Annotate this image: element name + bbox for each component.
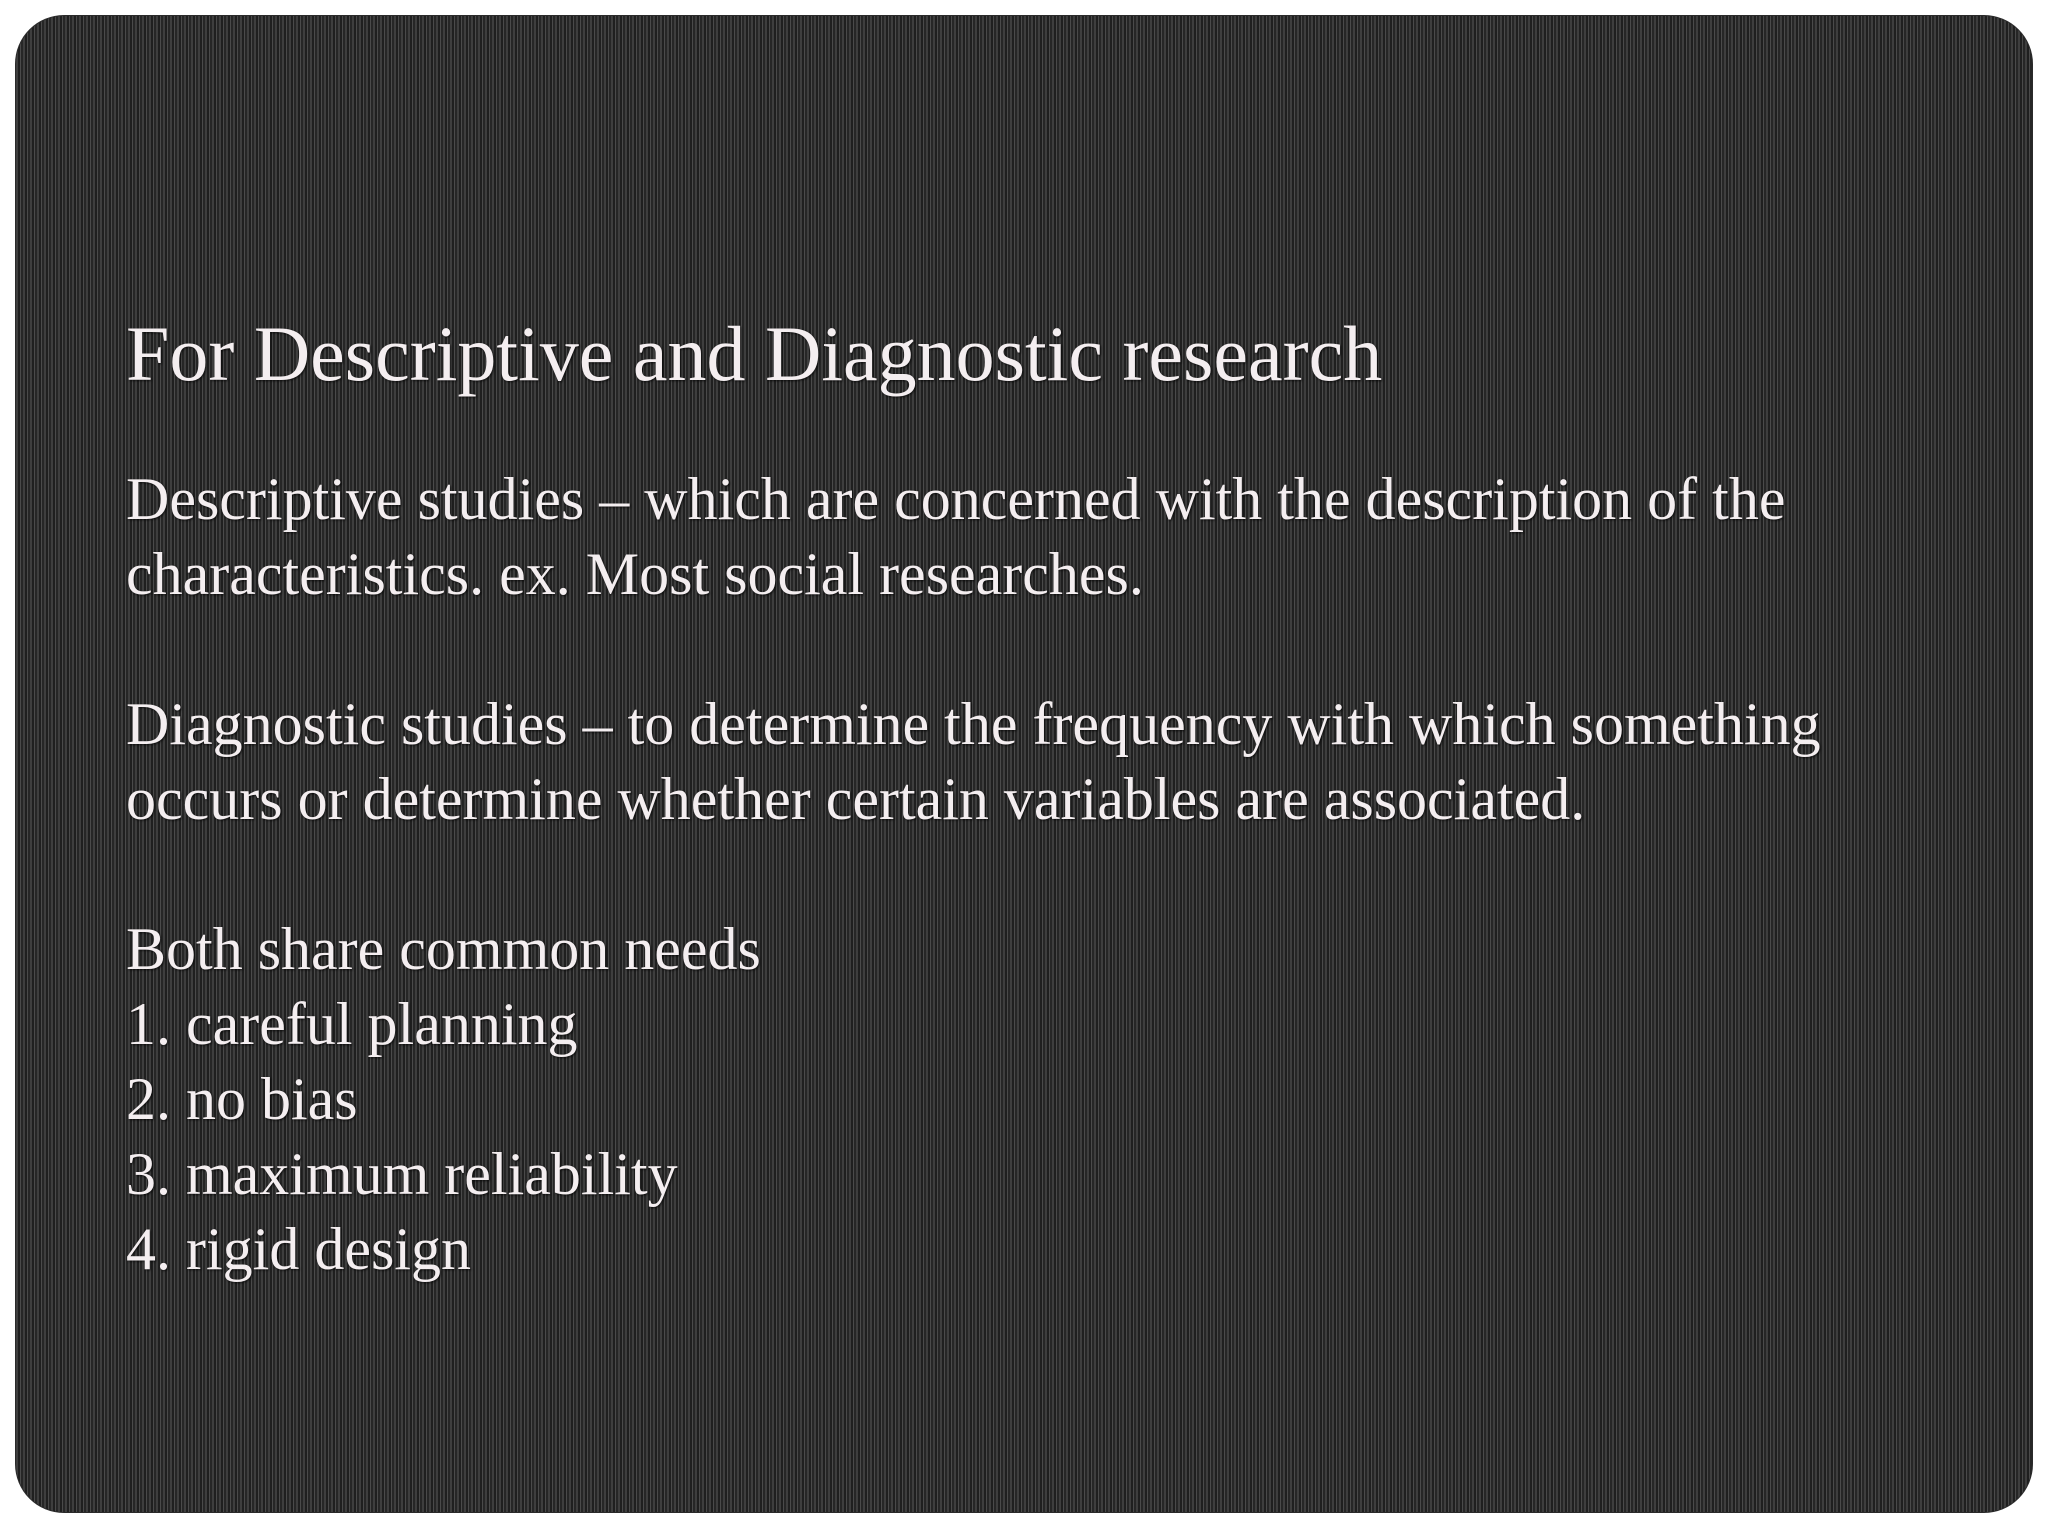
diagnostic-paragraph: Diagnostic studies – to determine the frequency with which something occurs or determine whether certain variables are associated. (126, 691, 1821, 832)
slide (16, 16, 2032, 1512)
common-needs-heading: Both share common needs (126, 916, 761, 982)
need-item: 2. no bias (126, 1066, 358, 1132)
descriptive-paragraph: Descriptive studies – which are concerned with the description of the characteristics. ex. Most social researches. (126, 466, 1786, 607)
slide-content (126, 306, 1966, 1287)
need-item: 3. maximum reliability (126, 1141, 678, 1207)
need-item: 1. careful planning (126, 991, 578, 1057)
slide-title: For Descriptive and Diagnostic research (126, 310, 1383, 397)
common-needs-list (126, 912, 1966, 1287)
need-item: 4. rigid design (126, 1216, 471, 1282)
